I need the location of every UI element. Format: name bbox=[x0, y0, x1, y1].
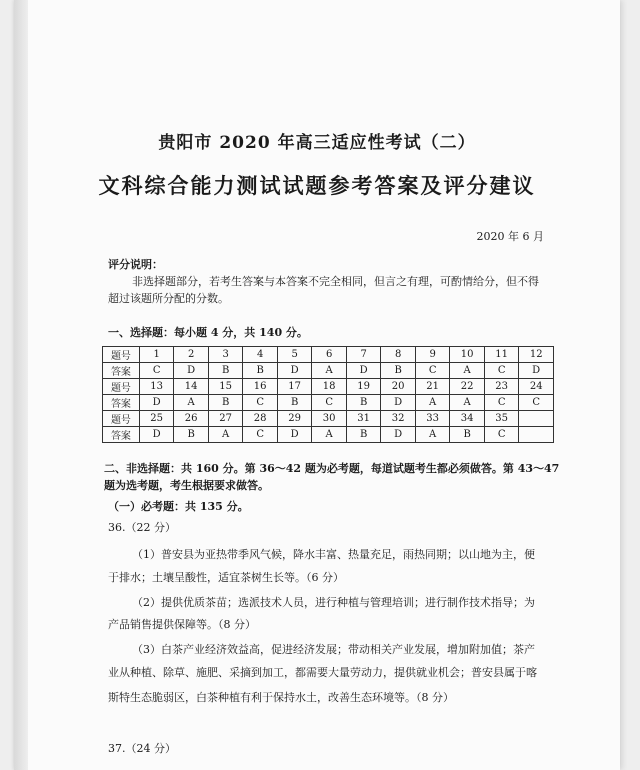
section1-heading: 一、选择题：每小题 4 分，共 140 分。 bbox=[108, 326, 308, 339]
answer-table-row bbox=[103, 379, 554, 395]
answer-table-cell: D bbox=[139, 427, 174, 443]
answer-table-cell: A bbox=[450, 395, 485, 411]
answer-table-cell: B bbox=[346, 427, 381, 443]
section2-line1: 二、非选择题：共 160 分。第 36～42 题为必考题，每道试题考生都必须做答。第 43～47 bbox=[104, 462, 560, 475]
answer-table-cell: 17 bbox=[277, 379, 312, 395]
q36-part2-line2: 产品销售提供保障等。（8 分） bbox=[108, 618, 256, 631]
answer-table-cell: 10 bbox=[450, 347, 485, 363]
answer-table-cell: C bbox=[415, 363, 450, 379]
q36-part3-line2: 业从种植、除草、施肥、采摘到加工，都需要大量劳动力，提供就业机会；普安县属于喀 bbox=[108, 666, 537, 679]
answer-table-row bbox=[103, 395, 554, 411]
answer-table-cell: B bbox=[208, 395, 243, 411]
answer-table-cell: 22 bbox=[450, 379, 485, 395]
answer-table-cell: 31 bbox=[346, 411, 381, 427]
answer-table-cell: D bbox=[277, 427, 312, 443]
answer-table-cell: D bbox=[381, 395, 416, 411]
answer-table-row-label: 答案 bbox=[103, 427, 140, 443]
answer-table-cell: 33 bbox=[415, 411, 450, 427]
answer-table-cell: 11 bbox=[484, 347, 519, 363]
answer-table-cell: 30 bbox=[312, 411, 347, 427]
answer-table-row-label: 题号 bbox=[103, 411, 140, 427]
answer-table-cell: 34 bbox=[450, 411, 485, 427]
answer-table-cell: A bbox=[415, 427, 450, 443]
answer-table-cell: B bbox=[346, 395, 381, 411]
answer-table-cell bbox=[519, 427, 554, 443]
answer-table-cell bbox=[519, 411, 554, 427]
answer-table-cell: 2 bbox=[174, 347, 209, 363]
answer-table-cell: C bbox=[484, 395, 519, 411]
answer-table-cell: 26 bbox=[174, 411, 209, 427]
answer-table-cell: B bbox=[208, 363, 243, 379]
q36-part3-line3: 斯特生态脆弱区，白茶种植有利于保持水土，改善生态环境等。（8 分） bbox=[108, 691, 454, 704]
exam-title: 贵阳市 2020 年高三适应性考试（二） bbox=[158, 133, 476, 153]
document-page bbox=[14, 0, 620, 770]
answer-table-row-label: 题号 bbox=[103, 347, 140, 363]
answer-table-cell: 35 bbox=[484, 411, 519, 427]
answer-table-cell: 29 bbox=[277, 411, 312, 427]
q36-part3-line1: （3）白茶产业经济效益高，促进经济发展；带动相关产业发展，增加附加值；茶产 bbox=[132, 643, 535, 656]
answer-table-row-label: 答案 bbox=[103, 363, 140, 379]
q36-part1-line1: （1）普安县为亚热带季风气候，降水丰富、热量充足，雨热同期；以山地为主，便 bbox=[132, 548, 535, 561]
grading-notes-line1: 非选择题部分，若考生答案与本答案不完全相同，但言之有理，可酌情给分，但不得 bbox=[132, 275, 539, 288]
answer-table-cell: 24 bbox=[519, 379, 554, 395]
answer-table-row bbox=[103, 427, 554, 443]
answer-table-cell: 20 bbox=[381, 379, 416, 395]
answer-table-cell: C bbox=[243, 427, 278, 443]
answer-table-cell: D bbox=[346, 363, 381, 379]
answer-table-cell: A bbox=[415, 395, 450, 411]
answer-table-row bbox=[103, 363, 554, 379]
answer-table-cell: 1 bbox=[139, 347, 174, 363]
answer-table-cell: D bbox=[519, 363, 554, 379]
answer-table-cell: 19 bbox=[346, 379, 381, 395]
answer-table-cell: A bbox=[450, 363, 485, 379]
answer-table-cell: 12 bbox=[519, 347, 554, 363]
answer-table-cell: B bbox=[381, 363, 416, 379]
answer-table-cell: D bbox=[381, 427, 416, 443]
answer-table-cell: A bbox=[174, 395, 209, 411]
q36-part1-line2: 于排水；土壤呈酸性，适宜茶树生长等。（6 分） bbox=[108, 571, 344, 584]
answer-table-row bbox=[103, 411, 554, 427]
q36-number: 36.（22 分） bbox=[108, 521, 176, 534]
answer-table-cell: C bbox=[484, 427, 519, 443]
answer-table-cell: B bbox=[277, 395, 312, 411]
answer-table-cell: 9 bbox=[415, 347, 450, 363]
answer-table-cell: 32 bbox=[381, 411, 416, 427]
grading-notes-line2: 超过该题所分配的分数。 bbox=[108, 292, 229, 305]
answer-table-row bbox=[103, 347, 554, 363]
answer-table-cell: 6 bbox=[312, 347, 347, 363]
answer-table bbox=[102, 346, 554, 443]
answer-table-cell: B bbox=[174, 427, 209, 443]
answer-table-cell: C bbox=[312, 395, 347, 411]
answer-table-cell: 23 bbox=[484, 379, 519, 395]
answer-table-cell: B bbox=[450, 427, 485, 443]
exam-subtitle: 文科综合能力测试试题参考答案及评分建议 bbox=[98, 173, 536, 198]
answer-table-row-label: 答案 bbox=[103, 395, 140, 411]
answer-table-cell: A bbox=[208, 427, 243, 443]
answer-table-cell: A bbox=[312, 427, 347, 443]
grading-notes-heading: 评分说明： bbox=[108, 258, 163, 271]
answer-table-cell: 7 bbox=[346, 347, 381, 363]
answer-table-cell: 13 bbox=[139, 379, 174, 395]
answer-table-cell: C bbox=[484, 363, 519, 379]
answer-table-cell: 25 bbox=[139, 411, 174, 427]
section2-line2: 题为选考题，考生根据要求做答。 bbox=[104, 479, 269, 492]
answer-table-cell: C bbox=[519, 395, 554, 411]
answer-table-cell: D bbox=[139, 395, 174, 411]
answer-table-cell: 18 bbox=[312, 379, 347, 395]
answer-table-cell: B bbox=[243, 363, 278, 379]
answer-table-cell: D bbox=[174, 363, 209, 379]
answer-table-cell: 16 bbox=[243, 379, 278, 395]
answer-table-cell: 8 bbox=[381, 347, 416, 363]
q37-number: 37.（24 分） bbox=[108, 742, 176, 755]
answer-table-cell: 15 bbox=[208, 379, 243, 395]
answer-table-cell: 14 bbox=[174, 379, 209, 395]
section2-subheading: （一）必考题：共 135 分。 bbox=[108, 500, 249, 513]
answer-table-cell: 27 bbox=[208, 411, 243, 427]
answer-table-cell: 28 bbox=[243, 411, 278, 427]
q36-part2-line1: （2）提供优质茶苗；选派技术人员，进行种植与管理培训；进行制作技术指导；为 bbox=[132, 596, 535, 609]
answer-table-cell: 21 bbox=[415, 379, 450, 395]
page-fold-shadow bbox=[14, 0, 28, 770]
answer-table-cell: D bbox=[277, 363, 312, 379]
answer-table-cell: 5 bbox=[277, 347, 312, 363]
exam-date: 2020 年 6 月 bbox=[476, 230, 544, 243]
answer-table-cell: A bbox=[312, 363, 347, 379]
answer-table-cell: C bbox=[139, 363, 174, 379]
answer-table-cell: C bbox=[243, 395, 278, 411]
answer-table-cell: 3 bbox=[208, 347, 243, 363]
answer-table-cell: 4 bbox=[243, 347, 278, 363]
answer-table-row-label: 题号 bbox=[103, 379, 140, 395]
